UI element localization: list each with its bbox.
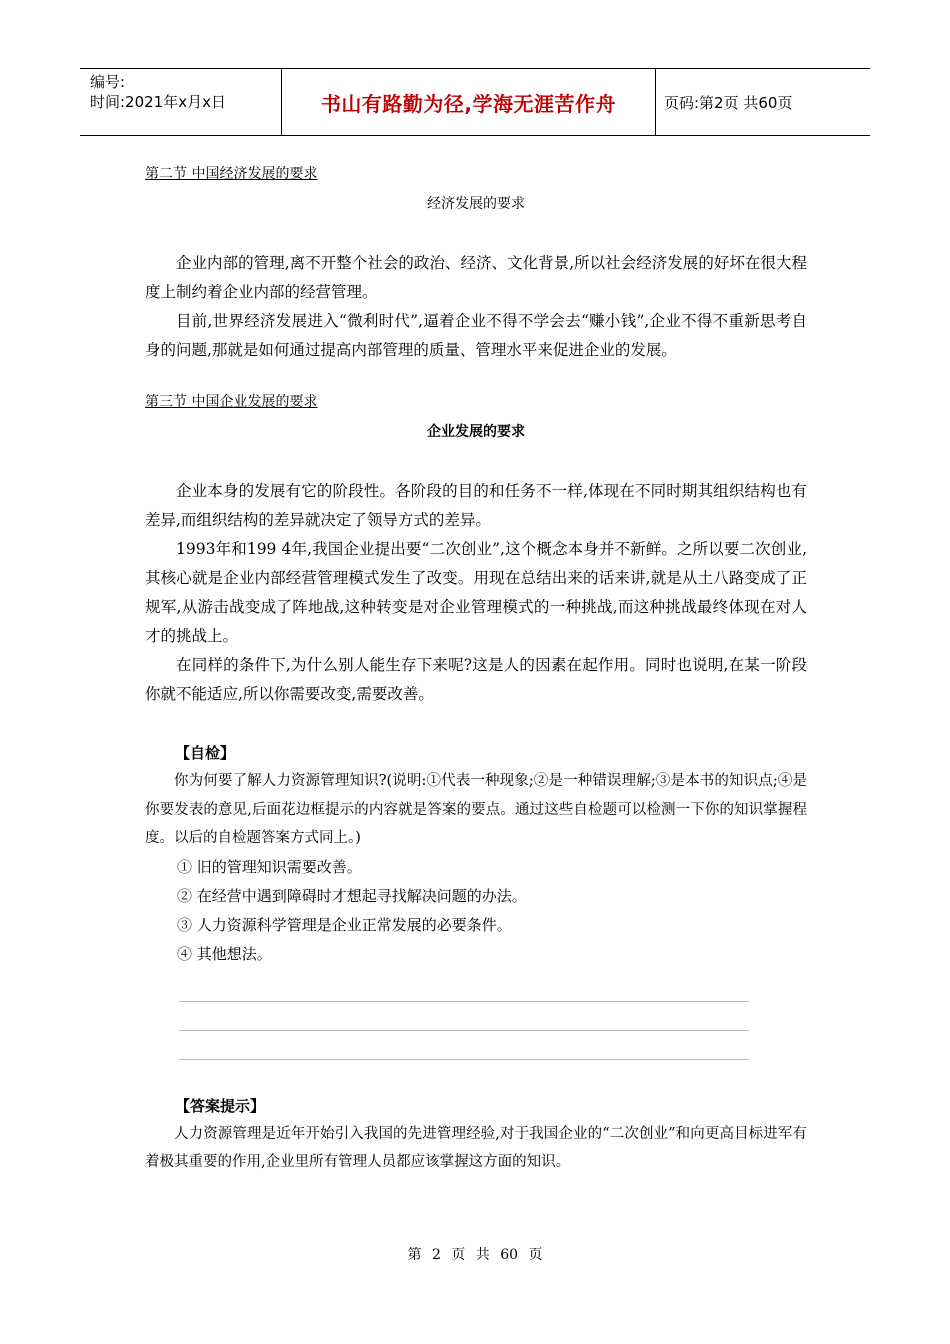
section-2-subtitle: 经济发展的要求 [427,196,525,212]
answer-hint-text: 人力资源管理是近年开始引入我国的先进管理经验,对于我国企业的“二次创业”和向更高目标进军有着极其重要的作用,企业里所有管理人员都应该掌握这方面的知识。 [145,1125,807,1170]
section-2-paragraph: 企业内部的管理,离不开整个社会的政治、经济、文化背景,所以社会经济发展的好坏在很大程度上制约着企业内部的经营管理。 [145,254,807,301]
document-body [145,163,807,1177]
answer-line [179,1031,749,1060]
date-label: 时间:2021年x月x日 [90,93,226,111]
header-meta-cell [80,69,282,135]
section-2-title: 第二节 中国经济发展的要求 [145,166,318,182]
answer-line [179,1002,749,1031]
page-footer: 第 2 页 共 60 页 [407,1247,543,1263]
page-header [80,68,870,136]
code-label: 编号: [90,73,126,91]
section-3-paragraph: 1993年和199 4年,我国企业提出要“二次创业”,这个概念本身并不新鲜。之所以要二次创业,其核心就是企业内部经营管理模式发生了改变。用现在总结出来的话来讲,就是从土八路变成了正规军,从游击战变成了阵地战,这种转变是对企业管理模式的一种挑战,而这种挑战最终体现在对人才的挑战上。 [145,540,807,645]
header-motto: 书山有路勤为径,学海无涯苦作舟 [282,69,656,135]
self-check-title: 【自检】 [175,744,236,762]
self-check-option: ② 在经营中遇到障碍时才想起寻找解决问题的办法。 [177,886,527,905]
header-page-info: 页码:第2页 共60页 [664,93,793,112]
self-check-option: ③ 人力资源科学管理是企业正常发展的必要条件。 [177,915,512,934]
answer-hint-title: 【答案提示】 [175,1096,266,1115]
self-check-question: 你为何要了解人力资源管理知识?(说明:①代表一种现象;②是一种错误理解;③是本书的知识点;④是你要发表的意见,后面花边框提示的内容就是答案的要点。通过这些自检题可以检测一下你的知识掌握程度。以后的自检题答案方式同上。) [145,773,807,846]
section-3-paragraph: 在同样的条件下,为什么别人能生存下来呢?这是人的因素在起作用。同时也说明,在某一阶段你就不能适应,所以你需要改变,需要改善。 [145,656,807,703]
section-3-paragraph: 企业本身的发展有它的阶段性。各阶段的目的和任务不一样,体现在不同时期其组织结构也有差异,而组织结构的差异就决定了领导方式的差异。 [145,482,807,529]
section-3-title: 第三节 中国企业发展的要求 [145,394,318,410]
answer-line [179,973,749,1002]
self-check-option: ④ 其他想法。 [177,944,272,963]
self-check-option: ① 旧的管理知识需要改善。 [177,857,362,876]
section-2-paragraph: 目前,世界经济发展进入“微利时代”,逼着企业不得不学会去“赚小钱”,企业不得不重新思考自身的问题,那就是如何通过提高内部管理的质量、管理水平来促进企业的发展。 [145,312,807,359]
section-3-subtitle: 企业发展的要求 [427,424,525,440]
